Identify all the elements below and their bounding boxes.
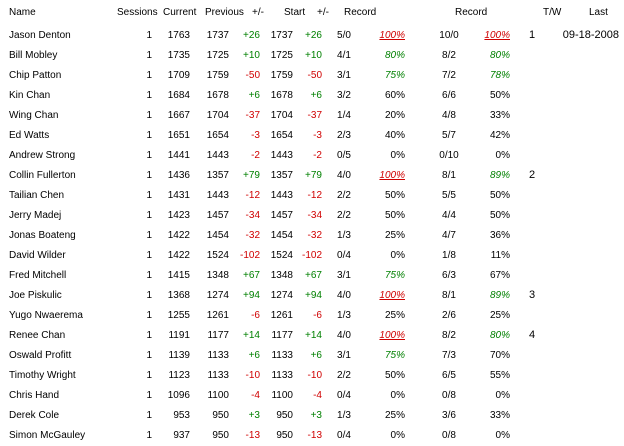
table-row <box>0 404 624 424</box>
cell-name: Chris Hand <box>9 390 60 401</box>
cell-start: 1654 <box>270 130 293 141</box>
cell-rec2: 7/2 <box>442 70 456 81</box>
cell-start: 1457 <box>270 210 293 221</box>
cell-pct1: 100% <box>379 170 405 181</box>
cell-d2: +26 <box>305 30 322 41</box>
cell-pct1: 0% <box>390 430 405 441</box>
cell-sessions: 1 <box>146 230 152 241</box>
col-record2: Record <box>455 7 488 18</box>
cell-name: Joe Piskulic <box>9 290 62 301</box>
col-start: Start <box>284 7 306 18</box>
cell-d2: -102 <box>301 250 322 261</box>
cell-pct1: 25% <box>384 310 405 321</box>
cell-current: 1422 <box>167 250 190 261</box>
cell-name: Bill Mobley <box>9 50 58 61</box>
cell-rec1: 2/2 <box>337 190 351 201</box>
cell-name: Collin Fullerton <box>9 170 76 181</box>
cell-d1: -50 <box>245 70 260 81</box>
cell-pct2: 11% <box>490 250 510 261</box>
cell-start: 1261 <box>270 310 293 321</box>
cell-start: 1759 <box>270 70 293 81</box>
cell-start: 1443 <box>270 190 293 201</box>
cell-start: 1725 <box>270 50 293 61</box>
cell-d1: -32 <box>245 230 260 241</box>
cell-name: Chip Patton <box>9 70 62 81</box>
table-row <box>0 204 624 224</box>
cell-rec2: 8/1 <box>442 170 456 181</box>
cell-pct1: 25% <box>384 410 405 421</box>
cell-pct2: 0% <box>495 150 510 161</box>
cell-rec2: 10/0 <box>439 30 459 41</box>
cell-pct1: 50% <box>384 190 405 201</box>
cell-rec1: 1/3 <box>337 410 351 421</box>
cell-name: Ed Watts <box>9 130 50 141</box>
cell-current: 1368 <box>167 290 190 301</box>
cell-name: Derek Cole <box>9 410 60 421</box>
cell-rec1: 4/0 <box>337 290 351 301</box>
cell-d1: +79 <box>243 170 260 181</box>
cell-current: 1422 <box>167 230 190 241</box>
cell-rec1: 0/5 <box>337 150 351 161</box>
cell-sessions: 1 <box>146 310 152 321</box>
col-tw: T/W <box>543 7 562 18</box>
cell-d2: +3 <box>310 410 322 421</box>
table-row <box>0 124 624 144</box>
cell-pct1: 80% <box>384 50 405 61</box>
cell-previous: 1133 <box>207 370 229 381</box>
cell-pct2: 36% <box>489 230 510 241</box>
cell-sessions: 1 <box>146 330 152 341</box>
cell-rec2: 8/2 <box>442 50 456 61</box>
cell-d1: +6 <box>248 350 260 361</box>
cell-tw: 2 <box>528 169 536 181</box>
cell-d2: -37 <box>307 110 322 121</box>
cell-rec1: 5/0 <box>337 30 351 41</box>
cell-current: 1436 <box>167 170 190 181</box>
cell-pct2: 80% <box>489 330 510 341</box>
table-row <box>0 264 624 284</box>
cell-sessions: 1 <box>146 410 152 421</box>
cell-start: 1704 <box>270 110 293 121</box>
table-row <box>0 284 624 304</box>
cell-pct1: 75% <box>384 70 405 81</box>
cell-name: Wing Chan <box>9 110 59 121</box>
cell-previous: 1348 <box>206 270 229 281</box>
cell-sessions: 1 <box>146 50 152 61</box>
cell-d1: -12 <box>245 190 260 201</box>
cell-d2: +94 <box>305 290 322 301</box>
cell-name: Kin Chan <box>9 90 51 101</box>
cell-sessions: 1 <box>146 30 152 41</box>
cell-rec2: 5/7 <box>442 130 456 141</box>
cell-previous: 1454 <box>206 230 229 241</box>
cell-pct2: 33% <box>489 110 510 121</box>
cell-tw: 1 <box>528 29 536 41</box>
cell-current: 1684 <box>167 90 190 101</box>
cell-rec2: 8/1 <box>442 290 456 301</box>
cell-rec1: 0/4 <box>337 250 351 261</box>
cell-start: 1737 <box>270 30 293 41</box>
cell-pct1: 20% <box>384 110 405 121</box>
cell-rec1: 1/4 <box>337 110 351 121</box>
cell-d2: +10 <box>305 50 322 61</box>
cell-sessions: 1 <box>146 110 152 121</box>
cell-current: 1415 <box>167 270 190 281</box>
cell-sessions: 1 <box>146 130 152 141</box>
cell-pct2: 89% <box>489 170 510 181</box>
cell-d1: -10 <box>245 370 260 381</box>
cell-d1: -37 <box>245 110 260 121</box>
cell-previous: 1443 <box>206 150 229 161</box>
cell-d2: -3 <box>313 130 322 141</box>
cell-sessions: 1 <box>146 250 152 261</box>
cell-d2: -10 <box>307 370 322 381</box>
cell-rec2: 0/10 <box>439 150 459 161</box>
cell-d1: +14 <box>243 330 260 341</box>
table-row <box>0 24 624 44</box>
cell-d1: +3 <box>248 410 260 421</box>
cell-previous: 1704 <box>206 110 229 121</box>
cell-d2: -13 <box>307 430 322 441</box>
cell-name: Renee Chan <box>9 330 66 341</box>
cell-previous: 1357 <box>206 170 229 181</box>
cell-rec2: 5/5 <box>442 190 456 201</box>
cell-previous: 1725 <box>206 50 229 61</box>
cell-name: Jonas Boateng <box>9 230 76 241</box>
cell-sessions: 1 <box>146 90 152 101</box>
table-row <box>0 364 624 384</box>
cell-name: Jerry Madej <box>9 210 62 221</box>
col-record1: Record <box>344 7 377 18</box>
table-row <box>0 164 624 184</box>
cell-pct2: 78% <box>489 70 510 81</box>
table-row <box>0 64 624 84</box>
cell-previous: 1737 <box>206 30 229 41</box>
table-row <box>0 184 624 204</box>
cell-d1: +94 <box>243 290 260 301</box>
cell-pct2: 50% <box>489 190 510 201</box>
cell-previous: 1274 <box>206 290 229 301</box>
cell-current: 1096 <box>167 390 190 401</box>
col-sessions: Sessions <box>117 7 158 18</box>
cell-start: 1274 <box>270 290 293 301</box>
cell-rec2: 6/5 <box>442 370 456 381</box>
cell-pct2: 80% <box>489 50 510 61</box>
cell-start: 1348 <box>270 270 293 281</box>
cell-pct1: 0% <box>390 150 405 161</box>
cell-current: 1123 <box>168 370 190 381</box>
cell-sessions: 1 <box>146 290 152 301</box>
table-row <box>0 84 624 104</box>
cell-pct2: 67% <box>489 270 510 281</box>
cell-d1: -2 <box>251 150 260 161</box>
cell-pct2: 42% <box>489 130 510 141</box>
table-row <box>0 304 624 324</box>
cell-pct1: 100% <box>379 30 405 41</box>
cell-rec1: 2/2 <box>337 370 351 381</box>
cell-rec1: 3/1 <box>337 70 351 81</box>
cell-tw: 3 <box>528 289 536 301</box>
table-row <box>0 144 624 164</box>
cell-pct2: 50% <box>489 210 510 221</box>
cell-previous: 1678 <box>206 90 229 101</box>
cell-d2: -34 <box>307 210 322 221</box>
cell-pct1: 25% <box>384 230 405 241</box>
col-delta2: +/- <box>317 7 329 18</box>
cell-rec1: 2/3 <box>337 130 351 141</box>
cell-d1: +10 <box>243 50 260 61</box>
cell-start: 1357 <box>270 170 293 181</box>
cell-current: 1431 <box>167 190 190 201</box>
cell-previous: 950 <box>212 410 229 421</box>
cell-current: 1255 <box>167 310 190 321</box>
cell-sessions: 1 <box>146 390 152 401</box>
cell-pct2: 0% <box>495 390 510 401</box>
col-delta1: +/- <box>252 7 264 18</box>
cell-rec2: 6/3 <box>442 270 456 281</box>
cell-name: Oswald Profitt <box>9 350 72 361</box>
cell-rec1: 2/2 <box>337 210 351 221</box>
table-row <box>0 324 624 344</box>
cell-pct2: 25% <box>489 310 510 321</box>
cell-d1: -102 <box>239 250 260 261</box>
cell-rec2: 4/8 <box>442 110 456 121</box>
cell-pct1: 75% <box>384 350 405 361</box>
cell-start: 1524 <box>270 250 293 261</box>
cell-pct1: 0% <box>390 250 405 261</box>
cell-d2: +6 <box>310 350 322 361</box>
cell-previous: 1443 <box>206 190 229 201</box>
cell-pct1: 100% <box>379 330 405 341</box>
cell-previous: 1100 <box>207 390 229 401</box>
cell-sessions: 1 <box>146 150 152 161</box>
cell-start: 1100 <box>271 390 293 401</box>
cell-d2: -12 <box>307 190 322 201</box>
cell-current: 1651 <box>167 130 190 141</box>
cell-rec1: 3/1 <box>337 270 351 281</box>
table-row <box>0 44 624 64</box>
cell-name: Jason Denton <box>9 30 71 41</box>
cell-d1: +67 <box>243 270 260 281</box>
cell-last: 09-18-2008 <box>562 29 619 41</box>
cell-rec1: 1/3 <box>337 310 351 321</box>
cell-previous: 950 <box>212 430 229 441</box>
cell-rec1: 3/2 <box>337 90 351 101</box>
cell-previous: 1524 <box>206 250 229 261</box>
cell-rec1: 3/1 <box>337 350 351 361</box>
cell-start: 1133 <box>271 350 293 361</box>
cell-rec1: 1/3 <box>337 230 351 241</box>
cell-pct1: 60% <box>384 90 405 101</box>
cell-rec2: 6/6 <box>442 90 456 101</box>
cell-pct1: 50% <box>384 370 405 381</box>
cell-name: Timothy Wright <box>9 370 76 381</box>
cell-current: 1191 <box>168 330 190 341</box>
cell-d2: -6 <box>313 310 322 321</box>
cell-name: Fred Mitchell <box>9 270 67 281</box>
cell-pct1: 50% <box>384 210 405 221</box>
cell-d1: -6 <box>251 310 260 321</box>
cell-previous: 1759 <box>206 70 229 81</box>
cell-sessions: 1 <box>146 170 152 181</box>
cell-rec2: 7/3 <box>442 350 456 361</box>
cell-pct2: 50% <box>489 90 510 101</box>
cell-sessions: 1 <box>146 210 152 221</box>
cell-current: 1667 <box>167 110 190 121</box>
cell-pct2: 55% <box>489 370 510 381</box>
cell-sessions: 1 <box>146 70 152 81</box>
cell-start: 1177 <box>271 330 293 341</box>
cell-d2: +6 <box>310 90 322 101</box>
cell-d2: +79 <box>305 170 322 181</box>
cell-pct1: 75% <box>384 270 405 281</box>
cell-current: 1139 <box>168 350 190 361</box>
cell-name: Simon McGauley <box>9 430 86 441</box>
table-row <box>0 344 624 364</box>
cell-d1: -13 <box>245 430 260 441</box>
cell-current: 1735 <box>167 50 190 61</box>
cell-pct1: 100% <box>379 290 405 301</box>
cell-rec2: 3/6 <box>442 410 456 421</box>
cell-d1: +6 <box>248 90 260 101</box>
cell-name: Andrew Strong <box>9 150 76 161</box>
cell-pct2: 100% <box>484 30 510 41</box>
cell-start: 950 <box>276 430 293 441</box>
cell-start: 1133 <box>271 370 293 381</box>
cell-sessions: 1 <box>146 190 152 201</box>
col-last: Last <box>589 7 608 18</box>
cell-pct2: 89% <box>489 290 510 301</box>
cell-d2: -2 <box>313 150 322 161</box>
cell-pct2: 0% <box>495 430 510 441</box>
cell-rec1: 0/4 <box>337 390 351 401</box>
cell-d2: +67 <box>305 270 322 281</box>
cell-rec1: 4/1 <box>337 50 351 61</box>
cell-pct2: 70% <box>489 350 510 361</box>
cell-rec2: 0/8 <box>442 430 456 441</box>
cell-d1: -34 <box>245 210 260 221</box>
cell-d2: -50 <box>307 70 322 81</box>
cell-rec2: 8/2 <box>442 330 456 341</box>
cell-rec1: 0/4 <box>337 430 351 441</box>
table-header <box>0 0 624 20</box>
cell-start: 950 <box>276 410 293 421</box>
cell-pct2: 33% <box>489 410 510 421</box>
table-row <box>0 224 624 244</box>
cell-sessions: 1 <box>146 370 152 381</box>
cell-current: 937 <box>173 430 190 441</box>
cell-rec2: 0/8 <box>442 390 456 401</box>
cell-current: 1709 <box>167 70 190 81</box>
cell-d2: -4 <box>313 390 322 401</box>
cell-start: 1454 <box>270 230 293 241</box>
cell-pct1: 40% <box>384 130 405 141</box>
cell-rec2: 2/6 <box>442 310 456 321</box>
cell-previous: 1177 <box>207 330 229 341</box>
cell-pct1: 0% <box>390 390 405 401</box>
cell-rec1: 4/0 <box>337 170 351 181</box>
table-row <box>0 104 624 124</box>
cell-d2: +14 <box>305 330 322 341</box>
cell-name: Tailian Chen <box>9 190 65 201</box>
table-row <box>0 384 624 404</box>
cell-rec2: 4/4 <box>442 210 456 221</box>
cell-start: 1678 <box>270 90 293 101</box>
table-row <box>0 244 624 264</box>
cell-start: 1443 <box>270 150 293 161</box>
cell-previous: 1457 <box>206 210 229 221</box>
cell-d2: -32 <box>307 230 322 241</box>
cell-current: 953 <box>173 410 190 421</box>
cell-current: 1441 <box>167 150 190 161</box>
col-current: Current <box>163 7 197 18</box>
cell-sessions: 1 <box>146 430 152 441</box>
cell-sessions: 1 <box>146 270 152 281</box>
col-name: Name <box>9 7 36 18</box>
cell-previous: 1654 <box>206 130 229 141</box>
cell-rec2: 1/8 <box>442 250 456 261</box>
cell-previous: 1133 <box>207 350 229 361</box>
cell-d1: -4 <box>251 390 260 401</box>
cell-name: David Wilder <box>9 250 66 261</box>
cell-current: 1423 <box>167 210 190 221</box>
cell-rec1: 4/0 <box>337 330 351 341</box>
cell-d1: -3 <box>251 130 260 141</box>
table-row <box>0 424 624 444</box>
cell-previous: 1261 <box>206 310 229 321</box>
cell-sessions: 1 <box>146 350 152 361</box>
col-previous: Previous <box>205 7 244 18</box>
cell-name: Yugo Nwaerema <box>9 310 83 321</box>
cell-rec2: 4/7 <box>442 230 456 241</box>
cell-current: 1763 <box>167 30 190 41</box>
cell-tw: 4 <box>528 329 536 341</box>
cell-d1: +26 <box>243 30 260 41</box>
